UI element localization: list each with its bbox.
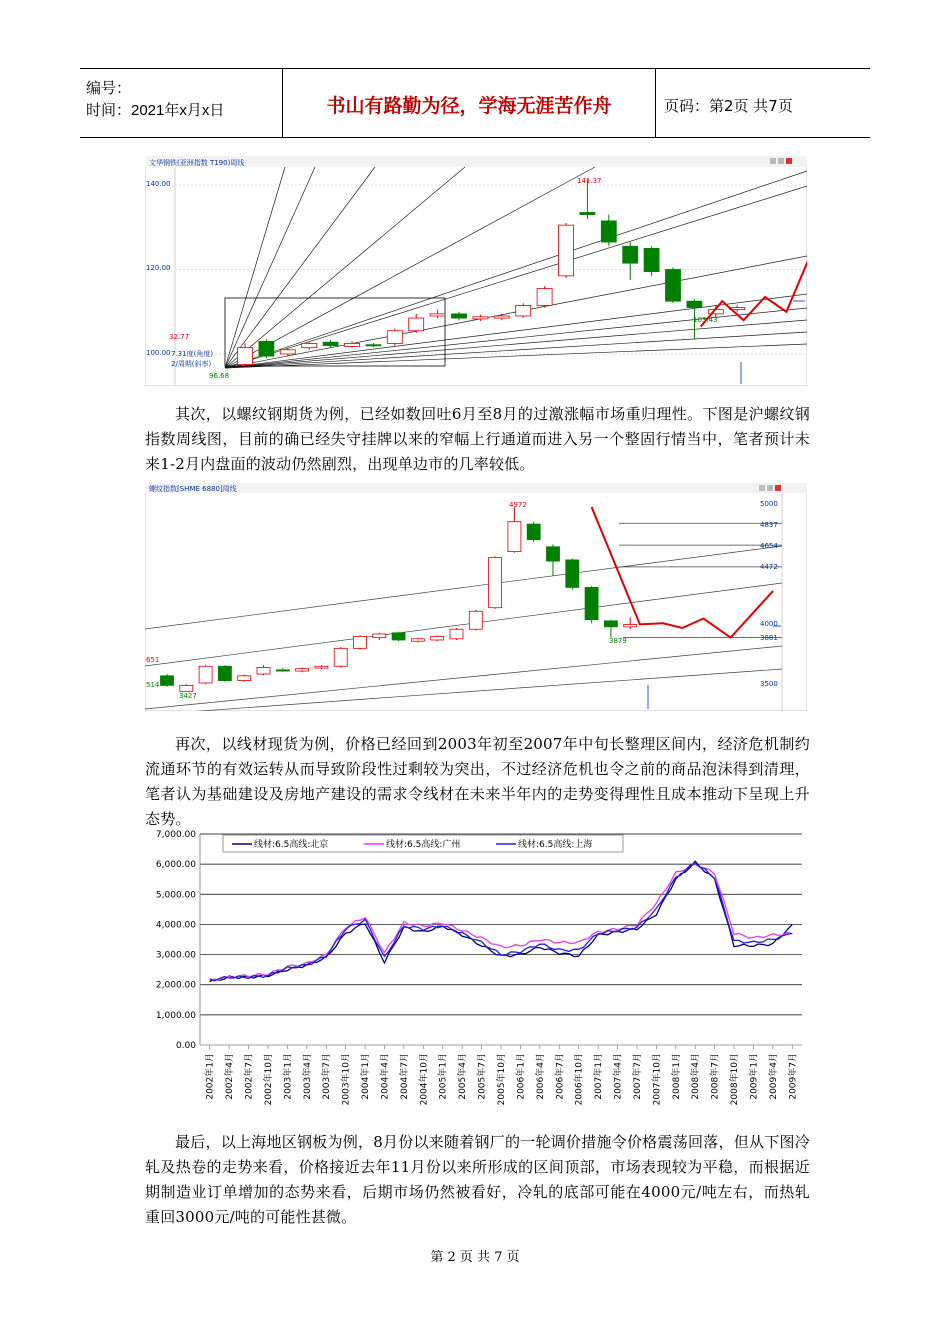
chart3-xtick-label: 2008年1月 [671,1053,682,1100]
candle-body [537,289,552,306]
candle-body [601,221,616,242]
chart3-xtick-label: 2009年7月 [788,1053,799,1100]
candle-body [392,633,405,640]
candle-body [280,350,295,354]
candle-body [257,667,270,674]
candle-body [334,648,347,666]
candle-body [199,666,212,683]
chart3-xtick-label: 2008年7月 [710,1053,721,1100]
candle-body [547,547,560,561]
page-footer: 第 2 页 共 7 页 [430,1250,520,1265]
chart3-ytick-label: 4,000.00 [155,920,196,931]
chart3-xtick-label: 2002年10月 [263,1053,274,1106]
candle-body [387,331,402,344]
candle-body [180,685,193,691]
chart3-xtick-label: 2004年4月 [380,1053,391,1100]
chart2-left-label: 651 [146,656,160,664]
header-page-cell [656,69,870,137]
candle-body [489,558,502,608]
chart2-max-icon[interactable] [767,485,773,491]
chart3-xtick-label: 2007年1月 [594,1053,605,1100]
candle-body [452,314,467,318]
chart2-ytick: 5000 [760,500,778,508]
chart2-ytick: 4472 [760,563,778,571]
chart1-title: 文华钢铁(亚洲指数 T190)周线 [149,159,245,167]
chart3-xtick-label: 2003年7月 [322,1053,333,1100]
chart2-ytick: 4654 [760,542,778,550]
chart3-xtick-label: 2008年10月 [730,1053,741,1106]
chart3-xtick-label: 2003年1月 [283,1053,294,1100]
chart3-xtick-label: 2007年7月 [632,1053,643,1100]
chart1-value-label: 32.77 [169,333,190,341]
rebar-index-weekly-chart [145,483,807,711]
candle-body [218,666,231,680]
chart1-high-label: 141.37 [577,177,602,185]
candle-body [508,522,521,552]
candle-body [624,624,637,626]
chart2-titlebar [145,483,807,493]
chart3-xtick-label: 2009年1月 [749,1053,760,1100]
candle-body [238,348,253,365]
chart3-xtick-label: 2003年4月 [302,1053,313,1100]
candle-body [604,621,617,627]
paragraph-wire-rod: 再次，以线材现货为例，价格已经回到2003年初至2007年中旬长整理区间内，经济危机制约流通环节的有效运转从而导致阶段性过剩较为突出，不过经济危机也令之前的商品泡沫得到清理，笔者认为基础建设及房地产建设的需求令线材在未来半年内的走势变得理性且成本推动下呈现上升态势。 [145,735,810,828]
chart1-start-label: 96.68 [209,372,230,380]
chart2-title: 螺纹指数[SHME 6880]周线 [149,485,237,493]
chart3-xtick-label: 2007年4月 [613,1053,624,1100]
chart1-ytick: 140.00 [146,180,171,188]
candle-body [354,636,367,648]
candle-body [469,611,482,629]
candle-body [687,301,702,307]
chart2-start-low-label: 3427 [179,692,197,700]
chart3-xtick-label: 2006年1月 [516,1053,527,1100]
chart3-series-line [210,864,793,981]
chart3-ytick-label: 1,000.00 [155,1010,196,1021]
chart1-min-icon[interactable] [770,158,776,164]
candle-body [666,270,681,302]
number-label: 编号： [86,80,132,97]
candle-body [623,246,638,263]
candle-body [559,225,574,276]
chart3-xtick-label: 2002年4月 [225,1053,236,1100]
legend-label-beijing: 线材:6.5高线:北京 [254,840,329,850]
legend-label-guangzhou: 线材:6.5高线:广州 [386,840,461,850]
candle-body [302,343,317,347]
chart3-xtick-label: 2005年4月 [458,1053,469,1100]
candle-body [566,560,579,587]
chart2-left-label: 514 [146,681,160,689]
paragraph-rebar: 其次，以螺纹钢期货为例，已经如数回吐6月至8月的过激涨幅市场重归理性。下图是沪螺纹钢指数周线图，目前的确已经失守挂牌以来的窄幅上行通道而进入另一个整固行情当中，笔者预计未来1-2月内盘面的波动仍然剧烈，出现单边市的几率较低。 [145,405,810,473]
chart3-xtick-label: 2009年4月 [768,1053,779,1100]
candle-body [409,318,424,331]
chart1-ytick: 100.00 [146,349,171,357]
candle-body [644,248,659,271]
chart3-series-line [210,861,793,981]
candle-body [161,676,174,686]
chart1-ytick: 120.00 [146,264,171,272]
chart2-min-icon[interactable] [759,485,765,491]
chart2-ytick: 3881 [760,634,778,642]
chart3-xtick-label: 2007年10月 [652,1053,663,1106]
motto: 书山有路勤为径，学海无涯苦作舟 [326,95,612,117]
chart3-xtick-label: 2003年10月 [341,1053,352,1106]
candle-body [296,669,309,671]
candle-body [494,316,509,318]
candle-body [516,305,531,316]
chart3-xtick-label: 2006年7月 [555,1053,566,1100]
chart3-ytick-label: 0.00 [175,1041,196,1051]
chart3-ytick-label: 5,000.00 [155,890,196,901]
page-header [80,68,870,138]
candle-body [276,670,289,671]
candle-body [430,314,445,316]
steel-index-weekly-chart [145,156,807,386]
chart3-xtick-label: 2004年7月 [399,1053,410,1100]
candle-body [411,639,424,641]
candle-body [580,212,595,214]
candle-body [373,634,386,638]
candle-body [527,524,540,540]
legend-label-shanghai: 线材:6.5高线:上海 [518,840,593,850]
candle-body [238,676,251,681]
chart2-close-icon[interactable] [775,485,781,491]
chart3-ytick-label: 2,000.00 [155,980,196,991]
chart1-period-label: 2/周期(斜率) [171,360,212,368]
candle-body [450,629,463,639]
chart1-max-icon[interactable] [778,158,784,164]
chart2-ytick: 4837 [760,521,778,529]
chart3-xtick-label: 2002年1月 [205,1053,216,1100]
chart3-xtick-label: 2005年7月 [477,1053,488,1100]
chart2-ytick: 3500 [760,680,778,688]
candle-body [323,342,338,345]
candle-body [473,317,488,319]
chart3-xtick-label: 2002年7月 [244,1053,255,1100]
candle-body [315,666,328,668]
chart1-angle-label: 7.31度(角度) [171,350,214,358]
header-info-cell [80,69,283,137]
chart3-xtick-label: 2008年4月 [691,1053,702,1100]
chart3-series-line [210,864,793,980]
chart2-low-label: 3879 [609,637,627,645]
paragraph-steel-plate: 最后，以上海地区钢板为例，8月份以来随着钢厂的一轮调价措施令价格震荡回落，但从下图冷轧及热卷的走势来看，价格接近去年11月份以来所形成的区间顶部，市场表现较为平稳，而根据近期制造业订单增加的态势来看，后期市场仍然被看好，冷轧的底部可能在4000元/吨左右，而热轧重回3000元/吨的可能性甚微。 [145,1133,810,1226]
chart3-xtick-label: 2005年1月 [438,1053,449,1100]
chart3-xtick-label: 2006年4月 [535,1053,546,1100]
header-motto-cell [283,69,656,137]
chart1-close-icon[interactable] [786,158,792,164]
chart2-ytick: 4000 [760,620,778,628]
time-label: 时间：2021年x月x日 [86,102,225,119]
candle-body [345,343,360,346]
wire-rod-price-chart [138,826,810,1132]
chart3-xtick-label: 2006年10月 [574,1053,585,1106]
candle-body [431,636,444,640]
page-label: 页码：第2页 共7页 [664,97,793,115]
chart1-low-label: 103.43 [693,316,718,324]
chart3-ytick-label: 6,000.00 [155,860,196,871]
candle-body [366,345,381,346]
chart2-high-label: 4972 [509,501,527,509]
chart3-xtick-label: 2005年10月 [497,1053,507,1106]
candle-body [259,341,274,356]
chart3-ytick-label: 3,000.00 [155,950,196,961]
candle-body [585,587,598,619]
chart3-ytick-label: 7,000.00 [155,830,196,840]
chart3-xtick-label: 2004年1月 [361,1053,372,1100]
chart3-xtick-label: 2004年10月 [419,1053,430,1106]
